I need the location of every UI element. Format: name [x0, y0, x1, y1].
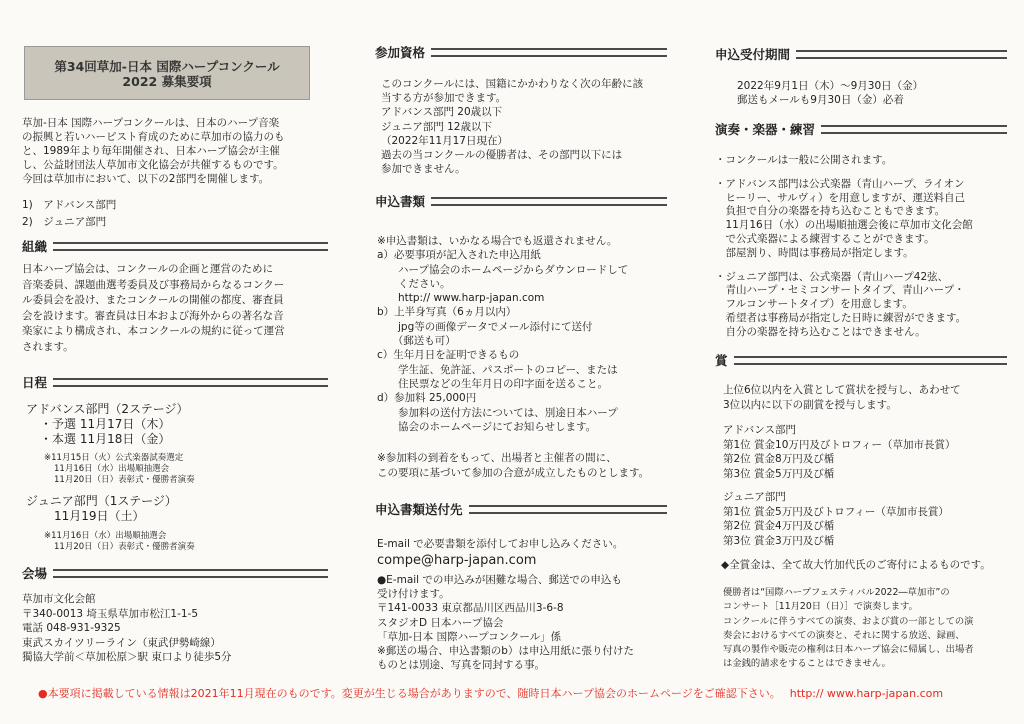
bullet-icon: ● [38, 687, 48, 700]
send-post-text: ●E-mail での申込みが困難な場合、郵送での申込も 受け付けます。 〒141-0033 東京都品川区西品川3-6-8 スタジオD 日本ハープ協会 「草加-日本 国際ハープコンクール」係 ※郵送の場合、申込書類のb）は申込用紙に張り付けた ものとは別途、写真を同封する事。 [377, 574, 634, 672]
contact-email[interactable]: compe@harp-japan.com [377, 553, 537, 568]
middle-column [375, 0, 665, 724]
winner-note: 優勝者は“国際ハープフェスティバル2022―草加市”の コンサート［11月20日（日）］で演奏します。 コンクールに伴うすべての演奏、および賞の一部としての演 奏会におけるすべての演奏と、それに関する放送、録画、 写真の製作や販売の権利は日本ハープ協会に帰属し、出場者 は金銭的請求をすることはできません。 [723, 587, 974, 670]
section-header-prize: 賞 [715, 352, 1007, 370]
documents-note: ※参加料の到着をもって、出場者と主催者の間に、 この要項に基づいて参加の合意が成立したものとします。 [377, 452, 650, 479]
title-box [24, 46, 310, 100]
section-header-send-to: 申込書類送付先 [375, 501, 667, 519]
section-header-documents: 申込書類 [375, 193, 667, 211]
junior-schedule-notes: ※11月16日（水）出場順抽選会 11月20日（日）表彰式・優勝者演奏 [44, 531, 195, 552]
advance-schedule: アドバンス部門（2ステージ） ・予選 11月17日（木） ・本選 11月18日（金） [26, 402, 189, 446]
advance-schedule-notes: ※11月15日（火）公式楽器試奏選定 11月16日（水）出場順抽選会 11月20日（日）表彰式・優勝者演奏 [44, 453, 195, 485]
right-column [715, 0, 1005, 724]
period-text: 2022年9月1日（木）～9月30日（金） 郵送もメールも9月30日（金）必着 [737, 80, 924, 106]
venue-text: 草加市文化会館 〒340-0013 埼玉県草加市松江1-1-5 電話 048-931-9325 東武スカイツリーライン（東武伊勢崎線） 獨協大学前＜草加松原＞駅 東口より徒歩5分 [22, 593, 232, 663]
section-header-organization: 組織 [22, 238, 328, 256]
donation-note: ◆全賞金は、全て故大竹加代氏のご寄付によるものです。 [721, 559, 991, 571]
send-email-text: E-mail で必要書類を添付してお申し込みください。 [377, 538, 624, 550]
documents-text: ※申込書類は、いかなる場合でも返還されません。 a）必要事項が記入された申込用紙 ハープ協会のホームページからダウンロードして ください。 http:// www.harp-japan.com b）上半身写真（6ヵ月以内） jpg等の画像データでメール添付にて送付 （郵送も可） c）生年月日を証明できるもの 学生証、免許証、パスポートのコピー、または 住民票などの生年月日の印字面を送ること。 d）参加料 25,000円 参加料の送付方法については、別途日本ハープ 協会のホームページにてお知らせします。 [377, 235, 629, 433]
page-title: 第34回草加-日本 国際ハープコンクール [54, 59, 280, 74]
page-subtitle: 2022 募集要項 [122, 74, 212, 89]
section-header-qualification: 参加資格 [375, 44, 667, 62]
qualification-text: このコンクールには、国籍にかかわりなく次の年齢に該 当する方が参加できます。 アドバンス部門 20歳以下 ジュニア部門 12歳以下 （2022年11月17日現在） 過去の当コンクールの優勝者は、その部門以下には 参加できません。 [381, 78, 644, 176]
advance-prizes: アドバンス部門 第1位 賞金10万円及びトロフィー（草加市長賞） 第2位 賞金8万円及び楯 第3位 賞金5万円及び楯 [723, 424, 956, 480]
intro-text: 草加-日本 国際ハープコンクールは、日本のハープ音楽 の振興と若いハーピスト育成のために草加市の協力のも と、1989年より毎年開催され、日本ハープ協会が主催 し、公益財団法人草加市文化協会が共催するものです。 今回は草加市において、以下の2部門を開催します。 [22, 117, 285, 185]
junior-schedule: ジュニア部門（1ステージ） 11月19日（土） [26, 494, 177, 523]
junior-prizes: ジュニア部門 第1位 賞金5万円及びトロフィー（草加市長賞） 第2位 賞金4万円及び楯 第3位 賞金3万円及び楯 [723, 491, 949, 547]
section-header-schedule: 日程 [22, 374, 328, 392]
section-header-period: 申込受付期間 [715, 46, 1007, 64]
section-header-venue: 会場 [22, 565, 328, 583]
prize-intro: 上位6位以内を入賞として賞状を授与し、あわせて 3位以内に以下の副賞を授与します。 [723, 384, 961, 411]
organization-text: 日本ハープ協会は、コンクールの企画と運営のために 音楽委員、課題曲選考委員及び事務局からなるコンクー ル委員会を設け、またコンクールの開催の都度、審査員 会を設けます。審査員は日本および海外からの著名な音 楽家により構成され、本コンクールの規約に従って運営 されます。 [22, 263, 285, 353]
footer-notice [38, 687, 943, 701]
section-header-performance: 演奏・楽器・練習 [715, 121, 1007, 139]
performance-text: ・コンクールは一般に公開されます。 ・アドバンス部門は公式楽器（青山ハープ、ライオン ヒーリー、サルヴィ）を用意しますが、運送料自己 負担で自分の楽器を持ち込むこともできます。 11月16日（水）の出場順抽選会後に草加市文化会館 で公式楽器による練習することができます。 部屋割り、時間は事務局が指定します。 ・ジュニア部門は、公式楽器（青山ハープ42弦、 青山ハープ・セミコンサートタイプ、青山ハープ・ フルコンサートタイプ）を用意します。 希望者は事務局が指定した日時に練習ができます。 自分の楽器を持ち込むことはできません。 [715, 154, 973, 338]
footer-text: 本要項に掲載している情報は2021年11月現在のものです。変更が生じる場合がありますので、随時日本ハープ協会のホームページをご確認下さい。 http:// www.harp-japan.com [47, 687, 944, 700]
left-column [22, 0, 330, 724]
division-list: 1) アドバンス部門 2) ジュニア部門 [22, 199, 117, 228]
